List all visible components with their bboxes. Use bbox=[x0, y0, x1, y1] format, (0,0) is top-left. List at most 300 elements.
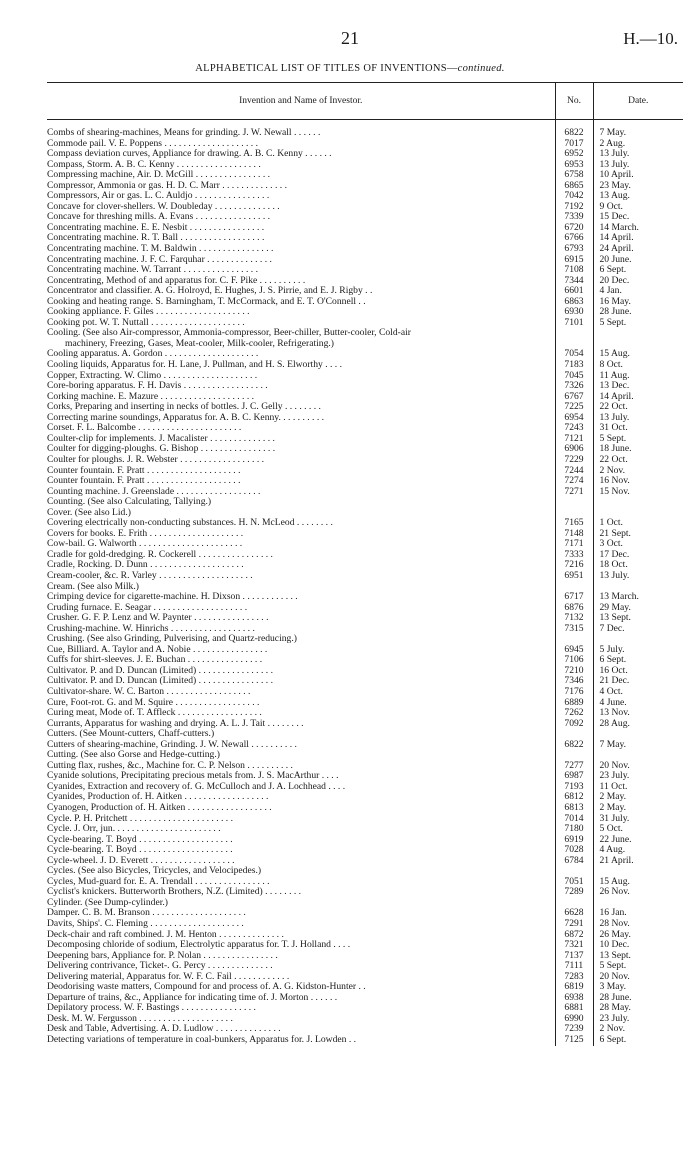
table-row bbox=[47, 908, 683, 919]
table-row bbox=[47, 139, 683, 150]
invention-cell bbox=[47, 297, 555, 308]
table-row bbox=[47, 571, 683, 582]
patent-number-cell: 7180 bbox=[555, 824, 593, 835]
invention-cell bbox=[47, 729, 555, 740]
list-title-text: ALPHABETICAL LIST OF TITLES OF INVENTIONS— bbox=[195, 63, 458, 74]
table-row bbox=[47, 318, 683, 329]
date-cell: 13 Dec. bbox=[593, 381, 683, 392]
invention-text: Compressor, Ammonia or gas. H. D. C. Marr . . . . . . . . . . . . . . bbox=[47, 180, 287, 191]
date-cell: 21 April. bbox=[593, 856, 683, 867]
invention-cell bbox=[47, 634, 555, 645]
patent-number-cell: 6930 bbox=[555, 307, 593, 318]
invention-cell bbox=[47, 1014, 555, 1025]
table-row bbox=[47, 265, 683, 276]
table-row bbox=[47, 803, 683, 814]
date-cell: 22 Oct. bbox=[593, 402, 683, 413]
date-cell: 7 Dec. bbox=[593, 624, 683, 635]
invention-text: Concentrating machine. J. F. C. Farquhar . . . . . . . . . . . . . . bbox=[47, 254, 272, 265]
invention-text: Concentrating machine. E. E. Nesbit . . . . . . . . . . . . . . . . bbox=[47, 222, 265, 233]
invention-text: Davits, Ships'. C. Fleming . . . . . . . . . . . . . . . . . . . . bbox=[47, 919, 244, 930]
date-cell: 23 July. bbox=[593, 771, 683, 782]
patent-number-cell: 6822 bbox=[555, 740, 593, 751]
table-row bbox=[47, 676, 683, 687]
patent-number-cell: 6872 bbox=[555, 930, 593, 941]
invention-cell bbox=[47, 149, 555, 160]
patent-number-cell: 6793 bbox=[555, 244, 593, 255]
date-cell: 28 May. bbox=[593, 1003, 683, 1014]
date-cell: 13 July. bbox=[593, 571, 683, 582]
table-row bbox=[47, 233, 683, 244]
table-row bbox=[47, 930, 683, 941]
table-row bbox=[47, 634, 683, 645]
invention-text: Deck-chair and raft combined. J. M. Henton . . . . . . . . . . . . . . bbox=[47, 929, 284, 940]
invention-cell bbox=[47, 961, 555, 972]
invention-multiline bbox=[47, 328, 553, 349]
invention-cell bbox=[47, 392, 555, 403]
invention-cell bbox=[47, 993, 555, 1004]
date-cell: 13 July. bbox=[593, 160, 683, 171]
inventions-table bbox=[47, 82, 683, 1046]
invention-text: Cooking pot. W. T. Nuttall . . . . . . . . . . . . . . . . . . . . bbox=[47, 317, 245, 328]
invention-text: Cycles. (See also Bicycles, Tricycles, and Velocipedes.) bbox=[47, 866, 262, 877]
patent-number-cell: 7042 bbox=[555, 191, 593, 202]
date-cell: 17 Dec. bbox=[593, 550, 683, 561]
date-cell: 6 Sept. bbox=[593, 1035, 683, 1046]
table-header-row bbox=[47, 83, 683, 120]
invention-cell bbox=[47, 687, 555, 698]
table-row bbox=[47, 592, 683, 603]
table-row bbox=[47, 613, 683, 624]
page-code: H.—10. bbox=[623, 29, 678, 48]
table-row bbox=[47, 750, 683, 761]
table-row bbox=[47, 307, 683, 318]
patent-number-cell: 6953 bbox=[555, 160, 593, 171]
patent-number-cell: 7344 bbox=[555, 276, 593, 287]
invention-text: Desk. M. W. Fergusson . . . . . . . . . . . . . . . . . . . . bbox=[47, 1013, 233, 1024]
table-row bbox=[47, 645, 683, 656]
invention-text: Cycle-bearing. T. Boyd . . . . . . . . . . . . . . . . . . . . bbox=[47, 834, 233, 845]
date-cell: 20 Dec. bbox=[593, 276, 683, 287]
table-row bbox=[47, 824, 683, 835]
date-cell: 2 May. bbox=[593, 803, 683, 814]
patent-number-cell: 6863 bbox=[555, 297, 593, 308]
invention-cell bbox=[47, 1035, 555, 1046]
invention-cell bbox=[47, 908, 555, 919]
patent-number-cell: 7326 bbox=[555, 381, 593, 392]
date-cell: 10 April. bbox=[593, 170, 683, 181]
invention-text: Concentrator and classifier. A. G. Holroyd, E. Hughes, J. S. Pirrie, and E. J. Rigby . . bbox=[47, 286, 373, 297]
table-row bbox=[47, 1035, 683, 1046]
invention-text: Crusher. G. F. P. Lenz and W. Paynter . . . . . . . . . . . . . . . . bbox=[47, 613, 269, 624]
invention-cell bbox=[47, 824, 555, 835]
table-row bbox=[47, 666, 683, 677]
invention-text: Delivering contrivance, Ticket-. G. Percy . . . . . . . . . . . . . . bbox=[47, 961, 273, 972]
patent-number-cell: 7283 bbox=[555, 972, 593, 983]
invention-text: Commode pail. V. E. Poppens . . . . . . . . . . . . . . . . . . . . bbox=[47, 138, 258, 149]
patent-number-cell: 7125 bbox=[555, 1035, 593, 1046]
date-cell: 4 Jan. bbox=[593, 286, 683, 297]
invention-text: Cultivator. P. and D. Duncan (Limited) . . . . . . . . . . . . . . . . bbox=[47, 676, 273, 687]
date-cell: 31 Oct. bbox=[593, 423, 683, 434]
date-cell: 11 Oct. bbox=[593, 782, 683, 793]
patent-number-cell: 6717 bbox=[555, 592, 593, 603]
invention-cell bbox=[47, 792, 555, 803]
date-cell: 13 Sept. bbox=[593, 613, 683, 624]
date-cell: 16 Oct. bbox=[593, 666, 683, 677]
date-cell: 28 June. bbox=[593, 993, 683, 1004]
invention-text: Cooling apparatus. A. Gordon . . . . . . . . . . . . . . . . . . . . bbox=[47, 349, 259, 360]
invention-cell bbox=[47, 539, 555, 550]
invention-text: Crushing. (See also Grinding, Pulverising, and Quartz-reducing.) bbox=[47, 634, 297, 645]
invention-cell bbox=[47, 645, 555, 656]
table-row bbox=[47, 286, 683, 297]
date-cell: 6 Sept. bbox=[593, 265, 683, 276]
patent-number-cell: 7101 bbox=[555, 318, 593, 329]
invention-text: Combs of shearing-machines, Means for grinding. J. W. Newall . . . . . . bbox=[47, 128, 321, 138]
table-row bbox=[47, 244, 683, 255]
patent-number-cell bbox=[555, 328, 593, 349]
table-row bbox=[47, 740, 683, 751]
invention-text: Counter fountain. F. Pratt . . . . . . . . . . . . . . . . . . . . bbox=[47, 476, 241, 487]
patent-number-cell: 7346 bbox=[555, 676, 593, 687]
table-row bbox=[47, 128, 683, 139]
invention-text: Cycle-wheel. J. D. Everett . . . . . . . . . . . . . . . . . . bbox=[47, 855, 235, 866]
table-row bbox=[47, 782, 683, 793]
table-row bbox=[47, 729, 683, 740]
table-row bbox=[47, 402, 683, 413]
invention-cell bbox=[47, 761, 555, 772]
invention-cell bbox=[47, 814, 555, 825]
date-cell: 28 Nov. bbox=[593, 919, 683, 930]
patent-number-cell: 7193 bbox=[555, 782, 593, 793]
date-cell: 20 Nov. bbox=[593, 972, 683, 983]
date-cell: 14 April. bbox=[593, 392, 683, 403]
table-row bbox=[47, 212, 683, 223]
invention-text: Cycle. J. Orr, jun. . . . . . . . . . . . . . . . . . . . . . . bbox=[47, 824, 221, 835]
date-cell: 5 Sept. bbox=[593, 318, 683, 329]
date-cell: 8 Oct. bbox=[593, 360, 683, 371]
date-cell: 4 Aug. bbox=[593, 845, 683, 856]
patent-number-cell: 7045 bbox=[555, 371, 593, 382]
patent-number-cell: 6889 bbox=[555, 698, 593, 709]
invention-text: Cooking appliance. F. Giles . . . . . . . . . . . . . . . . . . . . bbox=[47, 307, 250, 318]
date-cell: 1 Oct. bbox=[593, 518, 683, 529]
table-row bbox=[47, 371, 683, 382]
invention-text: Coulter-clip for implements. J. Macalister . . . . . . . . . . . . . . bbox=[47, 433, 275, 444]
invention-text: Cultivator-share. W. C. Barton . . . . . . . . . . . . . . . . . . bbox=[47, 686, 251, 697]
patent-number-cell: 6812 bbox=[555, 792, 593, 803]
invention-cell bbox=[47, 972, 555, 983]
invention-cell bbox=[47, 265, 555, 276]
table-row bbox=[47, 845, 683, 856]
invention-cell bbox=[47, 887, 555, 898]
patent-number-cell: 7277 bbox=[555, 761, 593, 772]
table-row bbox=[47, 444, 683, 455]
patent-number-cell: 7014 bbox=[555, 814, 593, 825]
table-row bbox=[47, 898, 683, 909]
date-cell: 5 Oct. bbox=[593, 824, 683, 835]
table-row bbox=[47, 181, 683, 192]
invention-cell bbox=[47, 898, 555, 909]
list-title bbox=[0, 63, 700, 74]
invention-text: Coulter for digging-ploughs. G. Bishop . . . . . . . . . . . . . . . . bbox=[47, 444, 276, 455]
invention-cell bbox=[47, 139, 555, 150]
invention-cell bbox=[47, 951, 555, 962]
invention-cell bbox=[47, 782, 555, 793]
table-row bbox=[47, 160, 683, 171]
patent-number-cell: 7291 bbox=[555, 919, 593, 930]
invention-text: Cradle for gold-dredging. R. Cockerell . . . . . . . . . . . . . . . . bbox=[47, 549, 273, 560]
date-cell bbox=[593, 497, 683, 508]
patent-number-cell: 7239 bbox=[555, 1024, 593, 1035]
invention-cell bbox=[47, 466, 555, 477]
invention-text: Counter fountain. F. Pratt . . . . . . . . . . . . . . . . . . . . bbox=[47, 465, 241, 476]
date-cell: 16 May. bbox=[593, 297, 683, 308]
invention-cell bbox=[47, 413, 555, 424]
table-row bbox=[47, 940, 683, 951]
invention-cell bbox=[47, 845, 555, 856]
invention-text: Coulter for ploughs. J. R. Webster . . . . . . . . . . . . . . . . . . bbox=[47, 454, 265, 465]
patent-number-cell: 6987 bbox=[555, 771, 593, 782]
patent-number-cell: 6906 bbox=[555, 444, 593, 455]
table-row bbox=[47, 191, 683, 202]
table-row bbox=[47, 497, 683, 508]
patent-number-cell: 7054 bbox=[555, 349, 593, 360]
table-row bbox=[47, 655, 683, 666]
patent-number-cell: 6819 bbox=[555, 982, 593, 993]
invention-text: Cutting flax, rushes, &c., Machine for. C. P. Nelson . . . . . . . . . . bbox=[47, 760, 293, 771]
date-cell: 28 Aug. bbox=[593, 719, 683, 730]
invention-cell bbox=[47, 529, 555, 540]
patent-number-cell: 7225 bbox=[555, 402, 593, 413]
table-row bbox=[47, 381, 683, 392]
table-row bbox=[47, 1003, 683, 1014]
patent-number-cell: 6784 bbox=[555, 856, 593, 867]
table-row bbox=[47, 423, 683, 434]
invention-cell bbox=[47, 603, 555, 614]
date-cell: 11 Aug. bbox=[593, 371, 683, 382]
date-cell: 22 Oct. bbox=[593, 455, 683, 466]
invention-cell bbox=[47, 318, 555, 329]
table-row bbox=[47, 170, 683, 181]
date-cell: 13 Nov. bbox=[593, 708, 683, 719]
date-cell: 2 Nov. bbox=[593, 466, 683, 477]
invention-cell bbox=[47, 276, 555, 287]
table-row bbox=[47, 276, 683, 287]
date-cell: 31 July. bbox=[593, 814, 683, 825]
table-body bbox=[47, 120, 683, 1046]
patent-number-cell: 6915 bbox=[555, 255, 593, 266]
invention-cell bbox=[47, 592, 555, 603]
invention-text: Cream. (See also Milk.) bbox=[47, 581, 139, 592]
table-row bbox=[47, 328, 683, 349]
invention-cell bbox=[47, 930, 555, 941]
table-row bbox=[47, 582, 683, 593]
invention-text: Covering electrically non-conducting substances. H. N. McLeod . . . . . . . . bbox=[47, 518, 333, 529]
invention-cell bbox=[47, 613, 555, 624]
invention-cell bbox=[47, 497, 555, 508]
patent-number-cell: 7262 bbox=[555, 708, 593, 719]
invention-text: Concentrating, Method of and apparatus for. C. F. Pike . . . . . . . . . . bbox=[47, 275, 306, 286]
table-row bbox=[47, 814, 683, 825]
date-cell: 5 Sept. bbox=[593, 961, 683, 972]
patent-number-cell: 7289 bbox=[555, 887, 593, 898]
column-header-date: Date. bbox=[593, 83, 683, 120]
invention-text: Cooking and heating range. S. Barningham, T. McCormack, and E. T. O'Connell . . bbox=[47, 296, 366, 307]
invention-text: Cultivator. P. and D. Duncan (Limited) . . . . . . . . . . . . . . . . bbox=[47, 665, 273, 676]
invention-cell bbox=[47, 181, 555, 192]
table-row bbox=[47, 392, 683, 403]
table-row bbox=[47, 550, 683, 561]
invention-cell bbox=[47, 444, 555, 455]
invention-text: Cruding furnace. E. Seagar . . . . . . . . . . . . . . . . . . . . bbox=[47, 602, 248, 613]
table-row bbox=[47, 434, 683, 445]
date-cell: 4 Oct. bbox=[593, 687, 683, 698]
invention-text: Crimping device for cigarette-machine. H. Dixson . . . . . . . . . . . . bbox=[47, 592, 298, 603]
patent-number-cell: 7171 bbox=[555, 539, 593, 550]
table-row bbox=[47, 972, 683, 983]
patent-number-cell: 6767 bbox=[555, 392, 593, 403]
invention-text: Concave for clover-shellers. W. Doubleday . . . . . . . . . . . . . . bbox=[47, 201, 280, 212]
invention-text: Corks, Preparing and inserting in necks of bottles. J. C. Gelly . . . . . . . . bbox=[47, 402, 321, 413]
date-cell: 6 Sept. bbox=[593, 655, 683, 666]
patent-number-cell: 6919 bbox=[555, 835, 593, 846]
invention-text: Cyanides, Production of. H. Aitken . . . . . . . . . . . . . . . . . . bbox=[47, 792, 269, 803]
invention-cell bbox=[47, 835, 555, 846]
date-cell: 9 Oct. bbox=[593, 202, 683, 213]
patent-number-cell: 7176 bbox=[555, 687, 593, 698]
invention-cell bbox=[47, 740, 555, 751]
table-row bbox=[47, 476, 683, 487]
invention-cell bbox=[47, 676, 555, 687]
date-cell: 2 Aug. bbox=[593, 139, 683, 150]
date-cell: 28 June. bbox=[593, 307, 683, 318]
invention-cell bbox=[47, 371, 555, 382]
patent-number-cell: 7274 bbox=[555, 476, 593, 487]
invention-text: Cutters of shearing-machine, Grinding. J. W. Newall . . . . . . . . . . bbox=[47, 739, 297, 750]
invention-cell bbox=[47, 550, 555, 561]
date-cell: 7 May. bbox=[593, 740, 683, 751]
invention-text: Deepening bars, Appliance for. P. Nolan . . . . . . . . . . . . . . . . bbox=[47, 950, 278, 961]
invention-text: Cure, Foot-rot. G. and M. Squire . . . . . . . . . . . . . . . . . . bbox=[47, 697, 260, 708]
invention-text: Cyclist's knickers. Butterworth Brothers, N.Z. (Limited) . . . . . . . . bbox=[47, 887, 302, 898]
invention-text: Copper, Extracting. W. Climo . . . . . . . . . . . . . . . . . . . . bbox=[47, 370, 258, 381]
invention-text: Cutting. (See also Gorse and Hedge-cutting.) bbox=[47, 750, 220, 761]
invention-text: Core-boring apparatus. F. H. Davis . . . . . . . . . . . . . . . . . . bbox=[47, 381, 268, 392]
invention-text: Concentrating machine. T. M. Baldwin . . . . . . . . . . . . . . . . bbox=[47, 244, 274, 255]
date-cell: 23 July. bbox=[593, 1014, 683, 1025]
table-row bbox=[47, 919, 683, 930]
table-row bbox=[47, 455, 683, 466]
date-cell: 2 Nov. bbox=[593, 1024, 683, 1035]
invention-text: Departure of trains, &c., Appliance for indicating time of. J. Morton . . . . . . bbox=[47, 992, 338, 1003]
invention-text: Cycle-bearing. T. Boyd . . . . . . . . . . . . . . . . . . . . bbox=[47, 845, 233, 856]
date-cell: 3 May. bbox=[593, 982, 683, 993]
invention-cell bbox=[47, 487, 555, 498]
invention-cell bbox=[47, 202, 555, 213]
invention-cell bbox=[47, 856, 555, 867]
date-cell: 21 Dec. bbox=[593, 676, 683, 687]
invention-cell bbox=[47, 666, 555, 677]
invention-text: Concave for threshing mills. A. Evans . . . . . . . . . . . . . . . . bbox=[47, 212, 271, 223]
patent-number-cell: 6954 bbox=[555, 413, 593, 424]
invention-text: Cover. (See also Lid.) bbox=[47, 507, 131, 518]
date-cell: 16 Jan. bbox=[593, 908, 683, 919]
patent-number-cell: 7132 bbox=[555, 613, 593, 624]
invention-text: Deodorising waste matters, Compound for and process of. A. G. Kidston-Hunter . . bbox=[47, 982, 366, 993]
invention-cell bbox=[47, 423, 555, 434]
invention-text: Cycle. P. H. Pritchett . . . . . . . . . . . . . . . . . . . . . . bbox=[47, 813, 234, 824]
table-row bbox=[47, 360, 683, 371]
invention-cell bbox=[47, 655, 555, 666]
invention-text: Cutters. (See Mount-cutters, Chaff-cutters.) bbox=[47, 729, 215, 740]
invention-text: Cycles, Mud-guard for. E. A. Trendall . . . . . . . . . . . . . . . . bbox=[47, 876, 270, 887]
date-cell: 15 Dec. bbox=[593, 212, 683, 223]
invention-cell bbox=[47, 771, 555, 782]
invention-text: Compressors, Air or gas. L. C. Auldjo . . . . . . . . . . . . . . . . bbox=[47, 191, 270, 202]
invention-cell bbox=[47, 212, 555, 223]
patent-number-cell: 6758 bbox=[555, 170, 593, 181]
invention-cell bbox=[47, 244, 555, 255]
date-cell: 4 June. bbox=[593, 698, 683, 709]
date-cell: 18 June. bbox=[593, 444, 683, 455]
patent-number-cell: 7028 bbox=[555, 845, 593, 856]
invention-cell bbox=[47, 160, 555, 171]
invention-text: Currants, Apparatus for washing and drying. A. L. J. Tait . . . . . . . . bbox=[47, 718, 304, 729]
date-cell: 20 Nov. bbox=[593, 761, 683, 772]
invention-cell bbox=[47, 571, 555, 582]
patent-number-cell: 7321 bbox=[555, 940, 593, 951]
patent-number-cell: 7271 bbox=[555, 487, 593, 498]
invention-cell bbox=[47, 698, 555, 709]
invention-text: Cream-cooler, &c. R. Varley . . . . . . . . . . . . . . . . . . . . bbox=[47, 570, 253, 581]
date-cell bbox=[593, 328, 683, 349]
column-header-invention: Invention and Name of Investor. bbox=[47, 83, 555, 120]
table-row bbox=[47, 487, 683, 498]
invention-cell bbox=[47, 1003, 555, 1014]
invention-text: Cylinder. (See Dump-cylinder.) bbox=[47, 897, 168, 908]
date-cell: 10 Dec. bbox=[593, 940, 683, 951]
invention-text: Corset. F. L. Balcombe . . . . . . . . . . . . . . . . . . . . . . bbox=[47, 423, 242, 434]
date-cell: 15 Aug. bbox=[593, 349, 683, 360]
patent-number-cell: 7315 bbox=[555, 624, 593, 635]
invention-text: Corking machine. E. Mazure . . . . . . . . . . . . . . . . . . . . bbox=[47, 391, 255, 402]
invention-cell bbox=[47, 582, 555, 593]
date-cell: 24 April. bbox=[593, 244, 683, 255]
date-cell: 13 Aug. bbox=[593, 191, 683, 202]
invention-cell bbox=[47, 982, 555, 993]
invention-text: Correcting marine soundings, Apparatus for. A. B. C. Kenny. . . . . . . . . . bbox=[47, 412, 325, 423]
date-cell: 2 May. bbox=[593, 792, 683, 803]
patent-number-cell: 6822 bbox=[555, 128, 593, 139]
invention-text: Detecting variations of temperature in coal-bunkers, Apparatus for. J. Lowden . . bbox=[47, 1035, 357, 1046]
patent-number-cell: 7017 bbox=[555, 139, 593, 150]
date-cell: 15 Nov. bbox=[593, 487, 683, 498]
invention-cell bbox=[47, 128, 555, 139]
invention-text: Counting machine. J. Greenslade . . . . . . . . . . . . . . . . . . bbox=[47, 486, 261, 497]
patent-number-cell: 7108 bbox=[555, 265, 593, 276]
patent-number-cell: 7183 bbox=[555, 360, 593, 371]
invention-cell bbox=[47, 381, 555, 392]
patent-number-cell: 6951 bbox=[555, 571, 593, 582]
date-cell: 15 Aug. bbox=[593, 877, 683, 888]
invention-text: Covers for books. E. Frith . . . . . . . . . . . . . . . . . . . . bbox=[47, 528, 244, 539]
date-cell: 5 July. bbox=[593, 645, 683, 656]
date-cell: 26 May. bbox=[593, 930, 683, 941]
date-cell: 13 July. bbox=[593, 149, 683, 160]
invention-text: Concentrating machine. R. T. Ball . . . . . . . . . . . . . . . . . . bbox=[47, 233, 265, 244]
invention-cell bbox=[47, 708, 555, 719]
